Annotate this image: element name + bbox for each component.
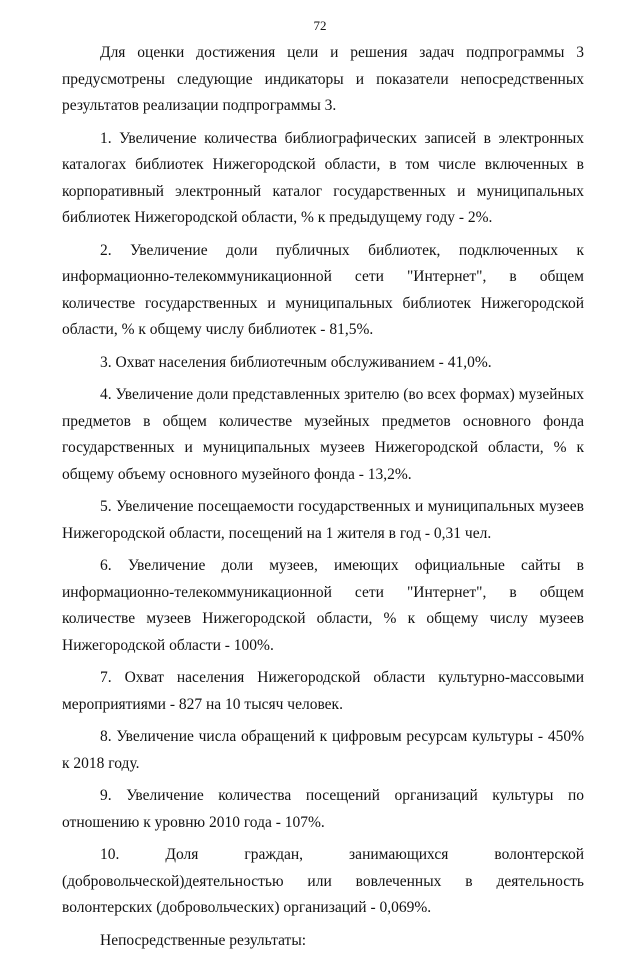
indicator-3: 3. Охват населения библиотечным обслуживанием - 41,0%. bbox=[100, 353, 492, 371]
indicator-7: 7. Охват населения Нижегородской области культурно-массовыми мероприятиями - 827 на 10 тысяч человек. bbox=[62, 669, 584, 713]
indicator-1: 1. Увеличение количества библиографических записей в электронных каталогах библиотек Нижегородской области, в том числе включенных в корпоративный электронный каталог государственных и муниципальных библиотек Нижегородской области, % к предыдущему году - 2%. bbox=[62, 129, 584, 226]
indicator-2: 2. Увеличение доли публичных библиотек, подключенных к информационно-телекоммуникационной сети "Интернет", в общем количестве государственных и муниципальных библиотек Нижегородской области, % к общему числу библиотек - 81,5%. bbox=[62, 241, 584, 338]
indicator-5: 5. Увеличение посещаемости государственных и муниципальных музеев Нижегородской области, посещений на 1 жителя в год - 0,31 чел. bbox=[62, 498, 584, 542]
direct-results-heading: Непосредственные результаты: bbox=[100, 931, 307, 949]
page-number: 72 bbox=[313, 18, 327, 33]
indicator-4: 4. Увеличение доли представленных зрителю (во всех формах) музейных предметов в общем количестве музейных предметов основного фонда государственных и муниципальных музеев Нижегородской области, % к общему объему основного музейного фонда - 13,2%. bbox=[62, 386, 584, 483]
document-body bbox=[62, 40, 584, 960]
indicator-8: 8. Увеличение числа обращений к цифровым ресурсам культуры - 450% к 2018 году. bbox=[62, 728, 584, 772]
indicator-9: 9. Увеличение количества посещений организаций культуры по отношению к уровню 2010 года - 107%. bbox=[62, 787, 584, 831]
indicator-10: 10. Доля граждан, занимающихся волонтерской (добровольческой)деятельностью или вовлеченных в деятельность волонтерских (добровольческих) организаций - 0,069%. bbox=[62, 846, 584, 916]
intro-paragraph: Для оценки достижения цели и решения задач подпрограммы 3 предусмотрены следующие индикаторы и показатели непосредственных результатов реализации подпрограммы 3. bbox=[62, 44, 584, 114]
indicator-6: 6. Увеличение доли музеев, имеющих официальные сайты в информационно-телекоммуникационной сети "Интернет", в общем количестве музеев Нижегородской области, % к общему числу музеев Нижегородской области - 100%. bbox=[62, 557, 584, 654]
